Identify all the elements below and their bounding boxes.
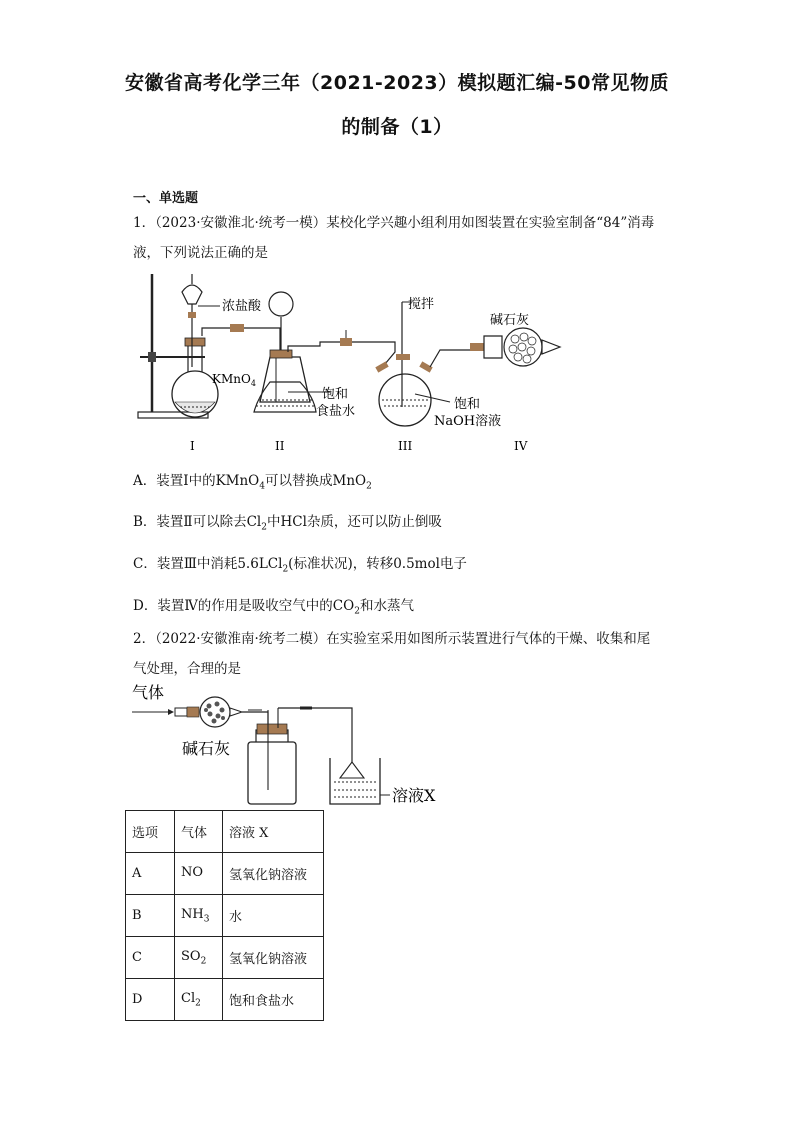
label-numeral-2: II (275, 439, 285, 453)
table-cell-option: A (126, 853, 175, 895)
table-cell-gas: NO (175, 853, 223, 895)
section-heading: 一、单选题 (133, 191, 199, 206)
q1-option-a: A．装置Ⅰ中的KMnO$_4$可以替换成MnO$_2$ (133, 473, 372, 492)
label-numeral-4: IV (514, 439, 528, 453)
table-header-cell: 选项 (126, 811, 175, 853)
table-header-cell: 气体 (175, 811, 223, 853)
table-cell-option: D (126, 979, 175, 1021)
q2-stem-line2: 气处理，合理的是 (133, 661, 241, 677)
label-naoh-2: NaOH溶液 (434, 414, 502, 429)
table-row (126, 895, 324, 937)
q1-stem-line2: 液，下列说法正确的是 (133, 245, 268, 261)
table-header-cell: 溶液 X (223, 811, 324, 853)
table-cell-solution: 饱和食盐水 (223, 979, 324, 1021)
table-cell-option: B (126, 895, 175, 937)
page-title-line2: 的制备（1） (341, 116, 453, 138)
label-acid: 浓盐酸 (222, 299, 262, 314)
q1-apparatus-figure (130, 272, 570, 457)
table-header-row (126, 811, 324, 853)
q1-option-c: C．装置Ⅲ中消耗5.6LCl$_2$(标准状况)，转移0.5mol电子 (133, 556, 467, 575)
table-cell-option: C (126, 937, 175, 979)
label-soda-lime-2: 碱石灰 (182, 739, 231, 758)
label-brine-2: 食盐水 (316, 404, 356, 419)
q2-stem-line1: 2．（2022·安徽淮南·统考二模）在实验室采用如图所示装置进行气体的干燥、收集和尾 (133, 631, 651, 647)
label-brine-1: 饱和 (322, 387, 349, 402)
q1-option-d: D．装置Ⅳ的作用是吸收空气中的$CO_2$和水蒸气 (133, 598, 414, 617)
table-cell-solution: 氢氧化钠溶液 (223, 937, 324, 979)
label-soda-lime: 碱石灰 (490, 313, 530, 328)
page-title-line1: 安徽省高考化学三年（2021-2023）模拟题汇编-50常见物质 (125, 72, 669, 94)
label-solution-x: 溶液X (392, 786, 436, 805)
table-cell-solution: 水 (223, 895, 324, 937)
q2-options-table (125, 810, 324, 1021)
table-cell-solution: 氢氧化钠溶液 (223, 853, 324, 895)
label-numeral-3: III (398, 439, 413, 453)
q1-option-b: B．装置Ⅱ可以除去$Cl_2$中HCl杂质，还可以防止倒吸 (133, 514, 442, 533)
table-row (126, 853, 324, 895)
label-kmno4: KMnO$_4$ (212, 372, 256, 388)
table-row (126, 937, 324, 979)
q1-stem-line1: 1．（2023·安徽淮北·统考一模）某校化学兴趣小组利用如图装置在实验室制备“84”消毒 (133, 215, 655, 231)
table-cell-gas: $Cl_2$ (175, 979, 223, 1021)
table-row (126, 979, 324, 1021)
label-numeral-1: I (190, 439, 195, 453)
label-stir: 搅拌 (408, 297, 435, 312)
table-cell-gas: $NH_3$ (175, 895, 223, 937)
q2-apparatus-figure (130, 680, 460, 808)
label-naoh-1: 饱和 (454, 397, 481, 412)
label-gas: 气体 (132, 683, 165, 702)
table-cell-gas: $SO_2$ (175, 937, 223, 979)
